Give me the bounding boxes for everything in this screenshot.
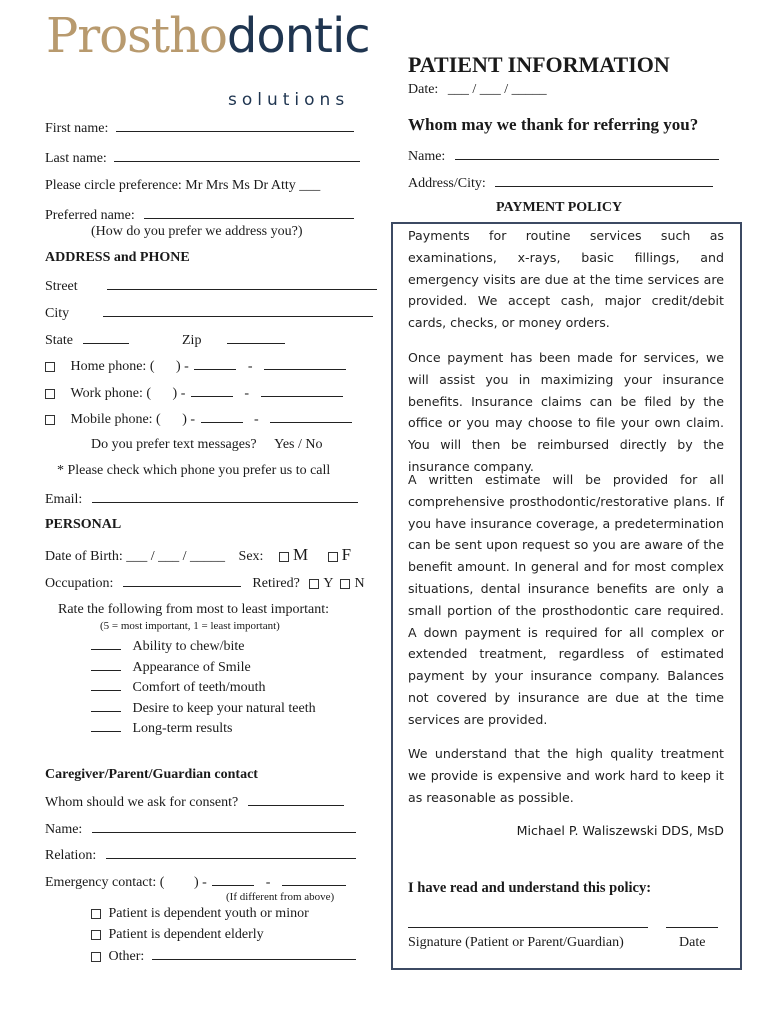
sex-f-checkbox[interactable] [328,552,338,562]
work-phone-label: Work phone: ( [70,386,152,401]
home-phone-label: Home phone: ( [70,359,155,374]
phone-note: * Please check which phone you prefer us to call [57,463,331,478]
relation-row [45,846,356,864]
mobile-phone-row [45,410,352,428]
dob-field[interactable]: Date of Birth: ___ / ___ / _____ [45,549,226,564]
city-label: City [45,306,70,321]
referral-address-row [408,174,713,192]
rate-item-2-label: Appearance of Smile [132,660,251,675]
preferred-name-field[interactable] [144,206,354,219]
rate-item-2 [91,658,251,676]
logo [46,8,370,64]
referral-heading: Whom may we thank for referring you? [408,115,699,134]
rate-title: Rate the following from most to least important: [58,602,330,617]
preferred-name-label: Preferred name: [45,208,135,223]
email-row [45,490,358,508]
rate-item-5 [91,719,232,737]
page-title: PATIENT INFORMATION [408,52,670,77]
signature-label: Signature (Patient or Parent/Guardian) [408,935,624,950]
sex-f-label: F [341,545,352,564]
mobile-phone-mid: ) - [182,412,196,427]
referral-name-row [408,147,719,165]
sex-m-checkbox[interactable] [279,552,289,562]
logo-subtitle: solutions [228,90,350,110]
policy-paragraph-3: A written estimate will be provided for all comprehensive prosthodontic/restorative plans. If you have insurance coverage, a predetermination can be sent upon request so you are aware of the benefit amount. In general and for most complex situations, dental insurance benefits are only a small portion of the prosthodontic care required. A down payment is required for all complex or extended treatment, regardless of estimated payment by your insurance company. Balances not covered by insurance are due at the time services are provided. [408,472,724,727]
mobile-phone-number[interactable] [270,410,352,423]
preferred-name-hint: (How do you prefer we address you?) [91,224,303,239]
rate-item-4-label: Desire to keep your natural teeth [132,701,316,716]
mobile-phone-label: Mobile phone: ( [70,412,161,427]
last-name-row [45,149,360,167]
work-phone-checkbox[interactable] [45,389,55,399]
street-field[interactable] [107,277,377,290]
first-name-label: First name: [45,121,109,136]
occupation-field[interactable] [123,574,241,587]
rate-item-3-field[interactable] [91,678,121,691]
retired-y-checkbox[interactable] [309,579,319,589]
home-phone-prefix[interactable] [194,357,236,370]
signature-date-label: Date [679,935,706,950]
emergency-mid: ) - [193,875,207,890]
rate-item-4-field[interactable] [91,699,121,712]
retired-label: Retired? [252,576,300,591]
home-phone-mid: ) - [175,359,189,374]
retired-n-checkbox[interactable] [340,579,350,589]
dependent-option-1 [91,906,309,922]
consent-label: Whom should we ask for consent? [45,795,239,810]
rate-item-2-field[interactable] [91,658,121,671]
rate-item-1-field[interactable] [91,637,121,650]
dependent-elderly-checkbox[interactable] [91,930,101,940]
occupation-label: Occupation: [45,576,114,591]
date-label-text: Date: [408,82,439,97]
rate-item-1 [91,637,244,655]
home-phone-number[interactable] [264,357,346,370]
signature-date-field[interactable] [666,915,718,928]
dob-row [45,545,351,565]
logo-navy-part: dontic [226,8,370,64]
rate-item-5-label: Long-term results [132,721,233,736]
dependent-option-3 [91,947,356,965]
emergency-number[interactable] [282,873,346,886]
relation-label: Relation: [45,848,97,863]
signature-field[interactable] [408,915,648,928]
street-label: Street [45,279,78,294]
email-label: Email: [45,492,83,507]
date-label [408,82,547,98]
work-phone-number[interactable] [261,384,343,397]
mobile-phone-dash: - [254,412,259,427]
relation-field[interactable] [106,846,356,859]
rate-item-5-field[interactable] [91,719,121,732]
acknowledge-text: I have read and understand this policy: [408,880,652,896]
text-options[interactable]: Yes / No [274,437,323,452]
rate-item-1-label: Ability to chew/bite [132,639,245,654]
caregiver-heading: Caregiver/Parent/Guardian contact [45,767,258,782]
mobile-phone-checkbox[interactable] [45,415,55,425]
state-label: State [45,333,73,348]
mobile-phone-prefix[interactable] [201,410,243,423]
caregiver-name-field[interactable] [92,820,356,833]
payment-policy-title: PAYMENT POLICY [496,200,623,215]
zip-field[interactable] [227,331,285,344]
sex-m-label: M [292,545,309,564]
state-field[interactable] [83,331,129,344]
policy-paragraph-4: We understand that the high quality treatment we provide is expensive and work hard to keep it as reasonable as possible. [408,746,724,805]
personal-heading: PERSONAL [45,517,122,532]
home-phone-dash: - [247,359,253,374]
referral-name-label: Name: [408,149,446,164]
referral-address-label: Address/City: [408,176,486,191]
referral-address-field[interactable] [495,174,713,187]
first-name-field[interactable] [116,119,354,132]
emergency-label: Emergency contact: ( [45,875,165,890]
work-phone-prefix[interactable] [191,384,233,397]
emergency-note: (If different from above) [226,891,335,903]
first-name-row [45,119,354,137]
preference-row[interactable]: Please circle preference: Mr Mrs Ms Dr Atty ___ [45,178,321,193]
dependent-youth-checkbox[interactable] [91,909,101,919]
preferred-name-row [45,206,354,224]
dependent-elderly-label: Patient is dependent elderly [108,927,264,942]
home-phone-checkbox[interactable] [45,362,55,372]
work-phone-dash: - [244,386,250,401]
rate-item-3-label: Comfort of teeth/mouth [132,680,266,695]
emergency-dash: - [265,875,271,890]
consent-row [45,793,344,811]
zip-label: Zip [182,333,202,348]
caregiver-name-label: Name: [45,822,83,837]
emergency-prefix[interactable] [212,873,254,886]
city-field[interactable] [103,304,373,317]
rate-item-3 [91,678,265,696]
dependent-youth-label: Patient is dependent youth or minor [108,906,309,921]
retired-n-label: N [354,576,365,591]
address-heading: ADDRESS and PHONE [45,250,190,265]
city-row [45,304,373,322]
work-phone-mid: ) - [172,386,186,401]
work-phone-row [45,384,343,402]
last-name-field[interactable] [114,149,360,162]
logo-wordmark [46,8,370,64]
dependent-option-2 [91,927,264,943]
signer-name: Michael P. Waliszewski DDS, MsD [516,823,724,838]
dependent-other-checkbox[interactable] [91,952,101,962]
sex-label: Sex: [238,549,264,564]
last-name-label: Last name: [45,151,107,166]
consent-field[interactable] [248,793,344,806]
street-row [45,277,377,295]
rate-item-4 [91,699,316,717]
retired-y-label: Y [323,576,333,591]
referral-name-field[interactable] [455,147,719,160]
date-field[interactable]: ___ / ___ / _____ [447,82,547,97]
text-preference-row [91,437,322,453]
caregiver-name-row [45,820,356,838]
dependent-other-field[interactable] [152,947,356,960]
text-question: Do you prefer text messages? [91,437,257,452]
rate-scale: (5 = most important, 1 = least important) [100,620,280,632]
occupation-row [45,574,365,592]
email-field[interactable] [92,490,358,503]
policy-paragraph-2: Once payment has been made for services, we will assist you in maximizing your insurance benefits. Insurance claims can be filed by the office or you may choose to file your own claim. You will then be reimbursed directly by the insurance company. [408,350,724,474]
state-row [45,331,285,349]
dependent-other-label: Other: [108,949,145,964]
home-phone-row [45,357,346,375]
policy-paragraph-1: Payments for routine services such as examinations, x-rays, basic fillings, and emergency visits are due at the time services are provided. We accept cash, major credit/debit cards, checks, or money orders. [408,228,724,331]
emergency-row [45,873,346,891]
logo-tan-part: Prostho [46,8,227,64]
